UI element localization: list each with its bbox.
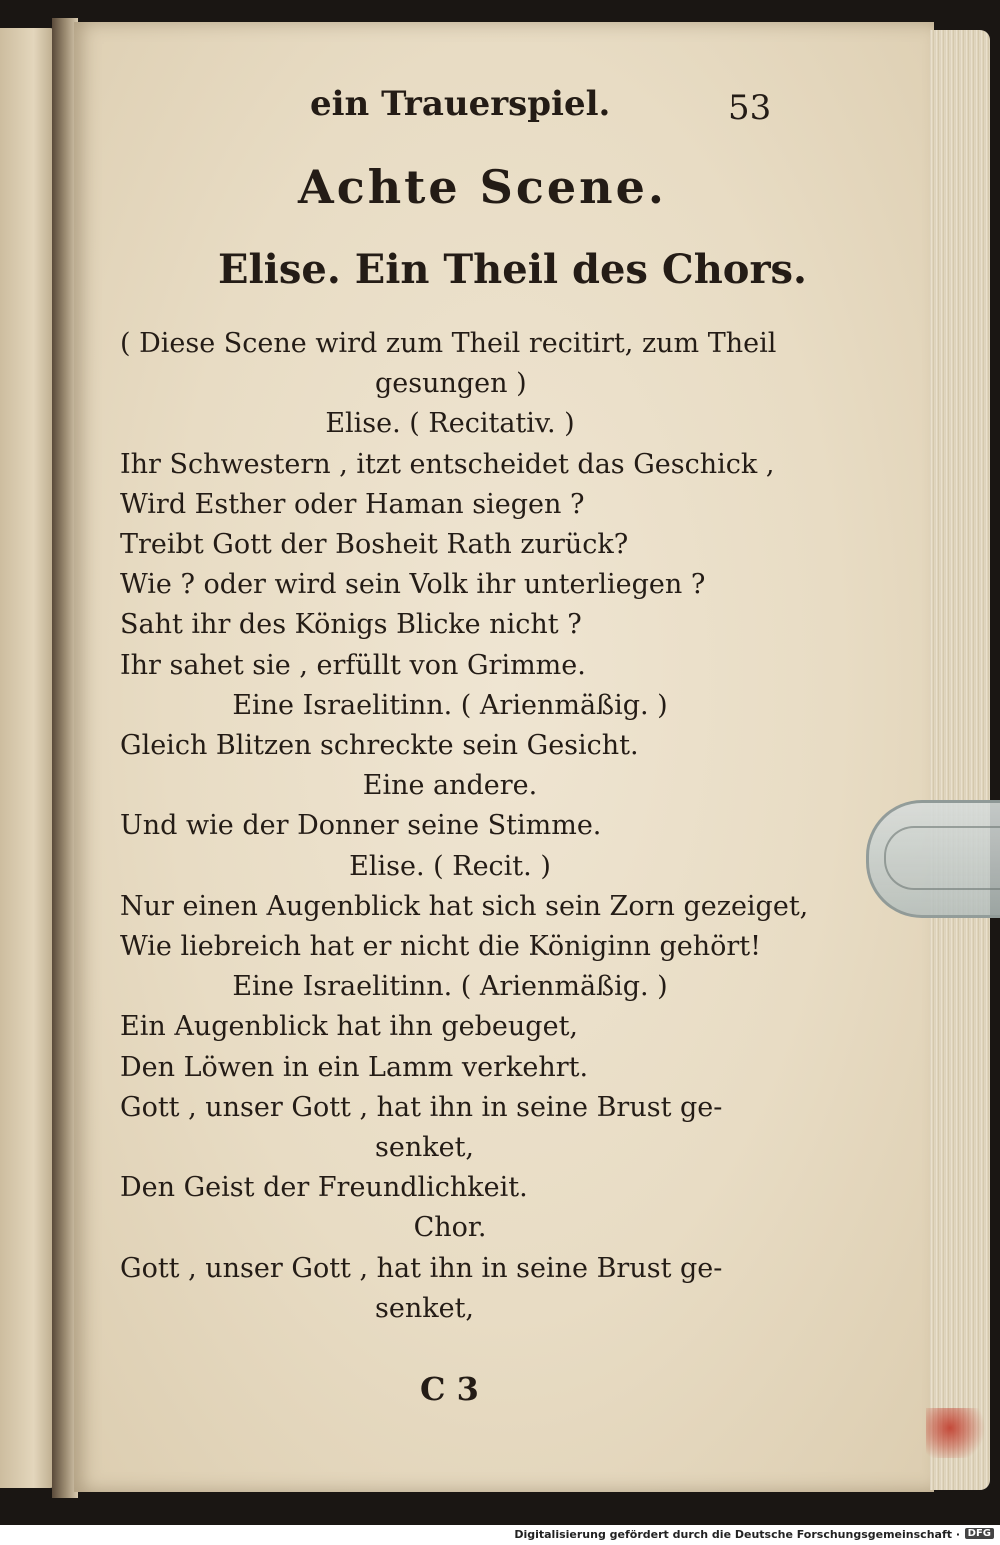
text-line: Wird Esther oder Haman siegen ? (120, 488, 585, 520)
text-line: Eine andere. (362, 770, 538, 802)
text-line: Gott , unser Gott , hat ihn in seine Brust ge- (120, 1091, 723, 1123)
text-line: Nur einen Augenblick hat sich sein Zorn gezeiget, (120, 890, 809, 922)
text-line: Elise. ( Recitativ. ) (325, 408, 575, 440)
text-line: Eine Israelitinn. ( Arienmäßig. ) (232, 971, 668, 1003)
text-line: Den Geist der Freundlichkeit. (120, 1172, 528, 1204)
text-line: ( Diese Scene wird zum Theil recitirt, zum Theil (120, 328, 777, 359)
dfg-logo: DFG (965, 1528, 994, 1539)
page-number: 53 (728, 88, 772, 128)
red-stain (926, 1408, 986, 1458)
text-line: Und wie der Donner seine Stimme. (120, 810, 602, 842)
text-line: senket, (375, 1132, 474, 1163)
text-line: Chor. (413, 1212, 487, 1244)
text-line: Elise. ( Recit. ) (349, 850, 551, 882)
text-line: Treibt Gott der Bosheit Rath zurück? (120, 529, 629, 560)
footer-credit: Digitalisierung gefördert durch die Deutsche Forschungsgemeinschaft · (514, 1528, 960, 1541)
signature-mark: C 3 (420, 1370, 479, 1408)
text-line: Wie liebreich hat er nicht die Königinn gehört! (120, 931, 761, 962)
text-line: Wie ? oder wird sein Volk ihr unterliegen ? (120, 569, 706, 601)
left-page-edge (0, 28, 56, 1488)
running-head: ein Trauerspiel. (310, 84, 611, 124)
text-line: senket, (375, 1292, 474, 1324)
page-stack-edge (930, 30, 990, 1490)
text-line: Ihr Schwestern , itzt entscheidet das Geschick , (120, 448, 775, 480)
scene-title: Achte Scene. (298, 160, 667, 214)
text-line: Eine Israelitinn. ( Arienmäßig. ) (232, 689, 668, 721)
text-line: Ein Augenblick hat ihn gebeuget, (120, 1011, 578, 1043)
text-line: Den Löwen in ein Lamm verkehrt. (120, 1051, 589, 1083)
page-clip-inner (884, 826, 1000, 890)
text-line: Saht ihr des Königs Blicke nicht ? (120, 609, 582, 641)
text-line: Gott , unser Gott , hat ihn in seine Brust ge- (120, 1252, 723, 1284)
text-line: gesungen ) (375, 368, 527, 400)
text-line: Ihr sahet sie , erfüllt von Grimme. (120, 649, 586, 681)
scene-characters: Elise. Ein Theil des Chors. (218, 246, 807, 293)
text-line: Gleich Blitzen schreckte sein Gesicht. (120, 730, 639, 761)
